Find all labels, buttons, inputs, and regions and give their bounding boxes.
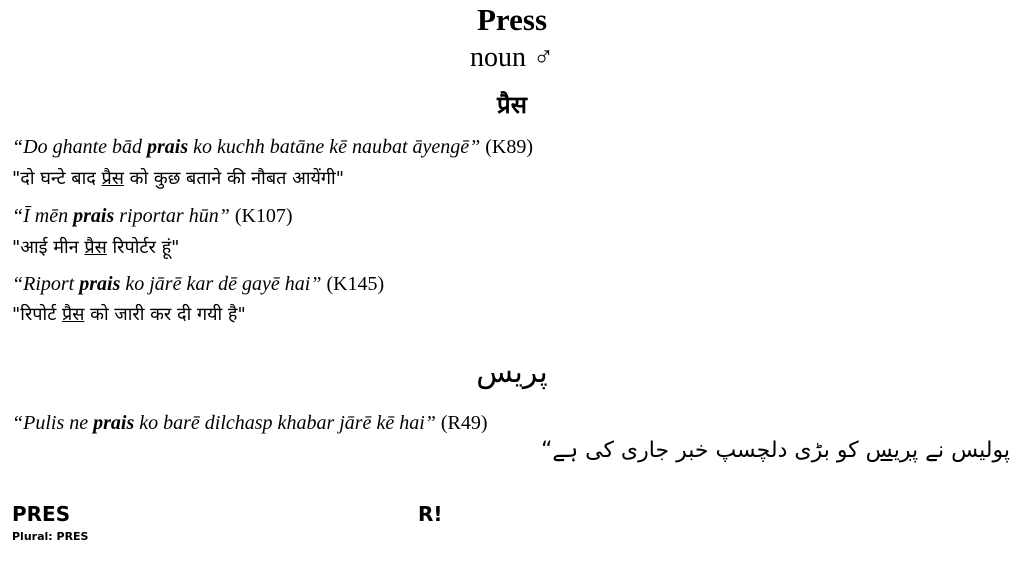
footer-word: PRES — [12, 502, 71, 526]
example-text: ko jārē kar dē gayē hai” — [120, 273, 322, 295]
example-urdu — [541, 438, 1010, 463]
example-term: prais — [93, 412, 135, 434]
example-transliteration — [12, 136, 533, 159]
example-text: “Pulis ne — [12, 412, 94, 434]
example-reference: (K145) — [321, 273, 385, 295]
example-term: prais — [79, 273, 121, 295]
example-text: "रिपोर्ट — [12, 304, 62, 325]
example-hindi — [12, 302, 246, 326]
example-text: को जारी कर दी गयी है" — [84, 304, 246, 325]
example-text: रिपोर्टर हूं" — [106, 237, 180, 258]
example-text: ko barē dilchasp khabar jārē kē hai” — [134, 412, 436, 434]
example-text: پولیس نے — [918, 438, 1010, 463]
example-hindi — [12, 235, 179, 259]
example-term: प्रैस — [84, 237, 107, 258]
example-text: “Ī mēn — [12, 205, 74, 227]
example-reference: (R49) — [435, 412, 488, 434]
example-text: “Do ghante bād — [12, 136, 147, 158]
example-text: “Riport — [12, 273, 80, 295]
example-text: ko kuchh batāne kē naubat āyengē” — [188, 136, 481, 158]
example-term: پریس — [865, 438, 919, 463]
example-reference: (K89) — [480, 136, 534, 158]
example-transliteration — [12, 273, 384, 296]
example-hindi — [12, 166, 344, 190]
example-text: "दो घन्टे बाद — [12, 168, 102, 189]
example-term: प्रैस — [61, 304, 85, 325]
example-reference: (K107) — [229, 205, 293, 227]
pos-label: noun — [470, 42, 526, 73]
example-text: riportar hūn” — [114, 205, 230, 227]
example-text: کو بڑی دلچسپ خبر جاری کی ہے“ — [540, 438, 866, 463]
urdu-headword: پریس — [476, 355, 548, 390]
example-text: "आई मीन — [12, 237, 85, 258]
footer-plural: Plural: PRES — [12, 530, 89, 543]
footer-mark: R! — [418, 502, 443, 526]
part-of-speech — [0, 42, 1024, 74]
example-transliteration — [12, 412, 488, 435]
headword: Press — [476, 2, 548, 37]
masculine-gender-icon: ♂ — [533, 42, 554, 73]
hindi-headword: प्रैस — [497, 91, 527, 119]
example-term: prais — [147, 136, 189, 158]
example-term: प्रैस — [101, 168, 124, 189]
example-term: prais — [73, 205, 115, 227]
example-text: को कुछ बताने की नौबत आयेंगी" — [123, 168, 344, 189]
example-transliteration — [12, 205, 293, 228]
